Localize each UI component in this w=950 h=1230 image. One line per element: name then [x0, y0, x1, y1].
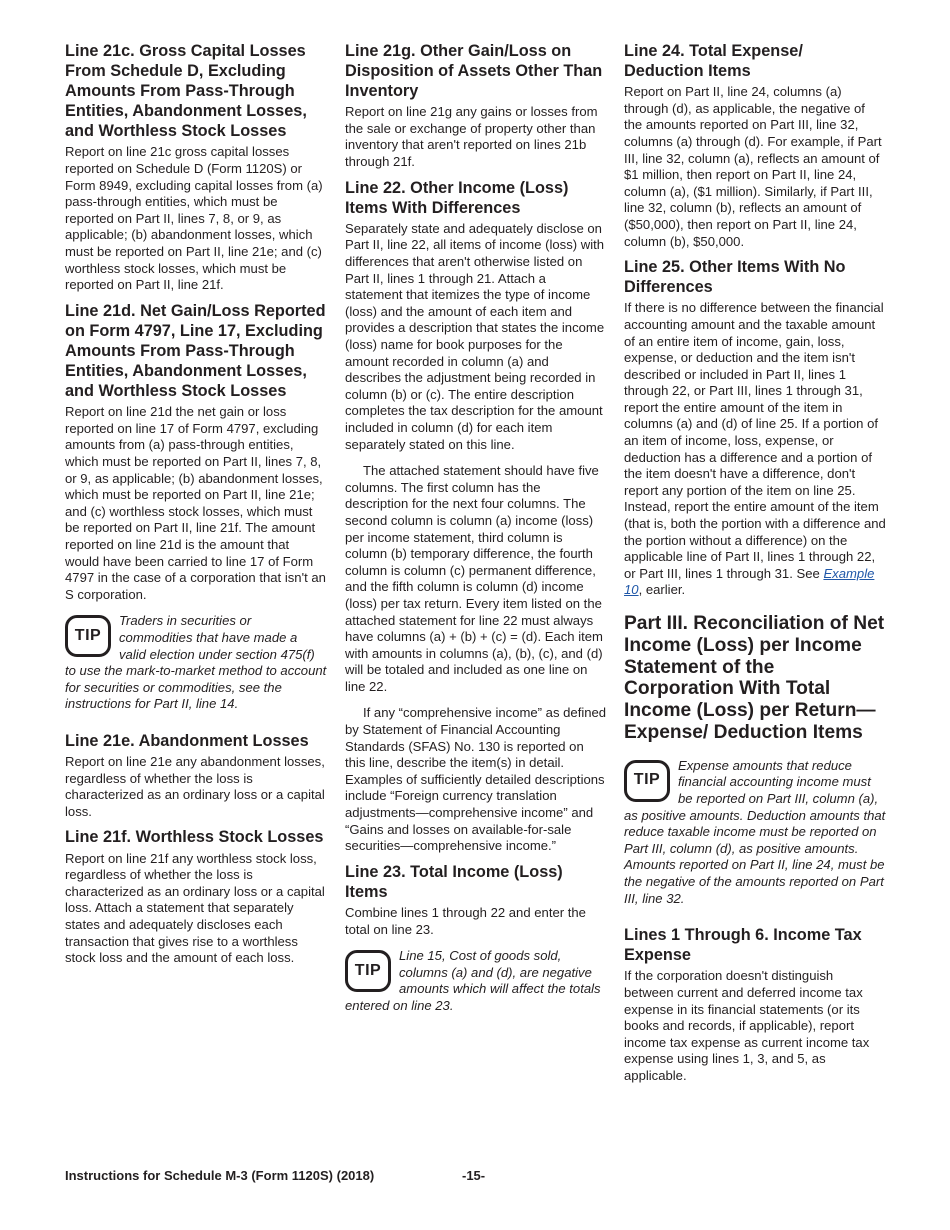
tip-icon: TIP	[345, 950, 391, 992]
line-23-body: Combine lines 1 through 22 and enter the total on line 23.	[345, 905, 586, 937]
tip-text-traders: Traders in securities or commodities that have made a valid election under section 475(f) to use the mark-to-market method to account for securities or commodities, see the instructions for Part II, line 14.	[65, 613, 327, 712]
lines-1-6-body: If the corporation doesn't distinguish between current and deferred income tax expense in its financial statements (or its books and records, if applicable), report income tax expense as current income tax expense using lines 1, 3, and 5, as applicable.	[624, 968, 870, 1083]
line-21c-body: Report on line 21c gross capital losses reported on Schedule D (Form 1120S) or Form 8949, excluding capital losses from (a) pass-through entities, which must be reported on Part II, lines 7, 8, or 9, as applicable; (b) abandonment losses, which must be reported on Part II, line 21e; and (c) worthless stock losses, which must be reported on Part II, line 21f.	[65, 144, 323, 293]
column-1	[65, 41, 327, 974]
line-25-heading: Line 25. Other Items With No Differences	[624, 258, 846, 297]
tip-box-cogs	[345, 948, 607, 1014]
line-22-body-1: Separately state and adequately disclose on Part II, line 22, all items of income (loss) with differences that aren't otherwise listed on Part II, lines 1 through 21. Attach a statement that itemizes the type of income (loss) and the amount of each item and provides a description that states the income (loss) name for book purposes for the amount recorded in column (a) and describes the adjustment being recorded in column (b) or (c). The entire description completes the tax description for the amount included in column (d) for each item separately stated on this line.	[345, 220, 605, 452]
line-21f-body: Report on line 21f any worthless stock loss, regardless of whether the loss is characterized as an ordinary loss or a capital loss. Attach a statement that separately states and adequately discloses each transaction that gives rise to a worthless stock loss and the amount of each loss.	[65, 850, 325, 966]
tip-box-expense	[624, 758, 886, 907]
tip-box-traders	[65, 613, 327, 713]
footer-title: Instructions for Schedule M-3 (Form 1120S) (2018)	[65, 1168, 375, 1183]
line-24-heading: Line 24. Total Expense/ Deduction Items	[624, 42, 803, 81]
page-number: -15-	[462, 1168, 486, 1183]
line-21d-body: Report on line 21d the net gain or loss reported on line 17 of Form 4797, excluding amounts from (a) pass-through entities, which must be reported on Part II, lines 7, 8, or 9, as applicable; (b) abandonment losses, which must be reported on Part II, line 21e; and (c) worthless stock losses, which must be reported on Part II, line 21f. The amount reported on line 21d is the amount that would have been carried to line 17 of Form 4797 in the case of a corporation that isn't an S corporation.	[65, 404, 326, 602]
line-22-body-3: If any “comprehensive income” as defined by Statement of Financial Accounting Standards (SFAS) No. 130 is reported on this line, describe the item(s) in detail. Examples of sufficiently detailed descriptions include “Foreign currency translation adjustments—comprehensive income” and “Gains and losses on available-for-sale securities—comprehensive income.”	[345, 705, 607, 854]
line-22-body-2: The attached statement should have five columns. The first column has the description for the next four columns. The second column is column (a) income (loss) per income statement, third column is column (b) temporary difference, the fourth column is column (c) permanent difference, and the fifth column is column (d) income (loss) per tax return. Every item listed on the attached statement for line 22 must always have columns (a) + (b) + (c) = (d). Each item with amounts in columns (a), (b), (c), and (d) will be totaled and included as one line on line 22.	[345, 463, 603, 694]
line-23-heading: Line 23. Total Income (Loss) Items	[345, 862, 563, 901]
line-24-body: Report on Part II, line 24, columns (a) through (d), as applicable, the negative of the amounts reported on Part III, line 32, columns (a) through (d). For example, if Part III, line 32, column (a), reflects an amount of $1 million, then report on Part II, line 24, column (a), ($1 million). Similarly, if Part III, line 32, column (b), reflects an amount of ($50,000), then report on Part II, line 24, column (b), $50,000.	[624, 84, 882, 249]
tip-icon: TIP	[65, 615, 111, 657]
line-21e-heading: Line 21e. Abandonment Losses	[65, 731, 309, 750]
example-10-link[interactable]: Example 10	[624, 565, 875, 598]
column-3	[624, 41, 886, 1091]
line-21c-heading: Line 21c. Gross Capital Losses From Schedule D, Excluding Amounts From Pass-Through Entities, Abandonment Losses, and Worthless Stock Losses	[65, 42, 307, 141]
line-25-body: If there is no difference between the financial accounting amount and the taxable amount of an entire item of income, gain, loss, expense, or deduction and the item isn't described or included in Part II, lines 1 through 22, or Part III, lines 1 through 31, report the entire amount of the item in columns (a) and (d) of line 25. If a portion of an item of income, loss, expense, or deduction has a difference and a portion of the item doesn't have a difference, don't report any portion of the item on line 25. Instead, report the entire amount of the item (that is, both the portion with a difference and the portion without a difference) on the applicable line of Part II, lines 1 through 22, or Part III, lines 1 through 31. See Example 10, earlier.	[624, 300, 886, 598]
line-21d-heading: Line 21d. Net Gain/Loss Reported on Form 4797, Line 17, Excluding Amounts From Pass-Through Entities, Abandonment Losses, and Worthless Stock Losses	[65, 301, 326, 401]
line-21e-body: Report on line 21e any abandonment losses, regardless of whether the loss is characterized as an ordinary loss or a capital loss.	[65, 754, 325, 819]
tip-icon: TIP	[624, 760, 670, 802]
line-21g-heading: Line 21g. Other Gain/Loss on Disposition of Assets Other Than Inventory	[345, 42, 603, 101]
column-2	[345, 41, 607, 1033]
lines-1-6-heading: Lines 1 Through 6. Income Tax Expense	[624, 926, 862, 965]
line-22-heading: Line 22. Other Income (Loss) Items With Differences	[345, 178, 569, 217]
tip-text-cogs: Line 15, Cost of goods sold, columns (a) and (d), are negative amounts which will affect the totals entered on line 23.	[345, 948, 601, 1013]
part-3-heading: Part III. Reconciliation of Net Income (Loss) per Income Statement of the Corporation With Total Income (Loss) per Return—Expense/ Deduction Items	[624, 613, 885, 743]
tip-text-expense: Expense amounts that reduce financial accounting income must be reported on Part III, column (a), as positive amounts. Deduction amounts that reduce taxable income must be reported on Part III, column (d), as positive amounts. Amounts reported on Part II, line 24, must be the negative of the amounts reported on Part III, line 32.	[624, 757, 886, 906]
line-21f-heading: Line 21f. Worthless Stock Losses	[65, 828, 324, 847]
line-21g-body: Report on line 21g any gains or losses from the sale or exchange of property other than inventory that aren't reported on lines 21b through 21f.	[345, 104, 598, 170]
